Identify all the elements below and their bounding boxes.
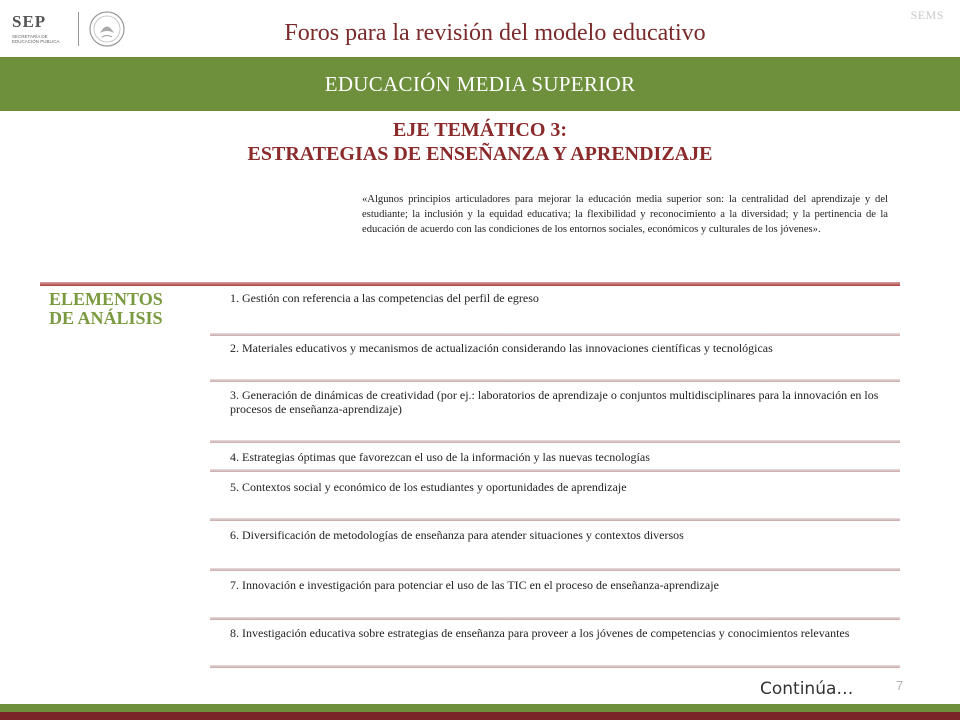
item-divider [210, 379, 900, 382]
sep-logo-subtitle: SECRETARÍA DE EDUCACIÓN PÚBLICA [12, 34, 60, 44]
item-divider [210, 665, 900, 668]
footer-maroon-band [0, 712, 960, 720]
item-divider [210, 617, 900, 620]
footer-green-band [0, 704, 960, 712]
banner-title: EDUCACIÓN MEDIA SUPERIOR [324, 72, 636, 96]
section-top-rule [40, 282, 900, 286]
analysis-item: 6. Diversificación de metodologías de enseñanza para atender situaciones y contextos diversos [230, 528, 684, 542]
item-divider [210, 518, 900, 521]
analysis-item: 4. Estrategias óptimas que favorezcan el uso de la información y las nuevas tecnologías [230, 450, 650, 464]
analysis-item: 1. Gestión con referencia a las competencias del perfil de egreso [230, 291, 539, 305]
continua-link[interactable]: Continúa… [760, 679, 854, 699]
elementos-label-line1: ELEMENTOS [49, 289, 163, 309]
item-divider [210, 440, 900, 443]
corner-label: SEMS [910, 8, 944, 22]
elementos-label-line2: DE ANÁLISIS [49, 308, 163, 328]
analysis-item: 7. Innovación e investigación para potenciar el uso de las TIC en el proceso de enseñanza-aprendizaje [230, 578, 719, 592]
header-title: Foros para la revisión del modelo educativo [284, 20, 706, 46]
analysis-item: 5. Contextos social y económico de los estudiantes y oportunidades de aprendizaje [230, 480, 627, 494]
item-divider [210, 568, 900, 571]
principles-quote: «Algunos principios articuladores para mejorar la educación media superior son: la centralidad del aprendizaje y del estudiante; la inclusión y la equidad educativa; la flexibilidad y reconocimiento a la diversidad; y la pertinencia de la educación de acuerdo con las condiciones de los entornos sociales, económicos y culturales de los jóvenes». [362, 194, 888, 235]
analysis-item: 2. Materiales educativos y mecanismos de actualización considerando las innovaciones científicas y tecnológicas [230, 341, 773, 355]
analysis-item: 3. Generación de dinámicas de creatividad (por ej.: laboratorios de aprendizaje o conjuntos multidisciplinares para la innovación en los procesos de enseñanza-aprendizaje) [230, 388, 879, 416]
eje-heading [0, 118, 960, 166]
eje-heading-line2: ESTRATEGIAS DE ENSEÑANZA Y APRENDIZAJE [247, 143, 713, 165]
page-number: 7 [896, 678, 904, 693]
item-divider [210, 469, 900, 472]
sep-logo-text: SEP [12, 12, 47, 31]
item-divider [210, 333, 900, 336]
analysis-item: 8. Investigación educativa sobre estrategias de enseñanza para proveer a los jóvenes de competencias y conocimientos relevantes [230, 626, 850, 640]
elementos-label [49, 290, 163, 328]
eje-heading-line1: EJE TEMÁTICO 3: [392, 119, 568, 141]
